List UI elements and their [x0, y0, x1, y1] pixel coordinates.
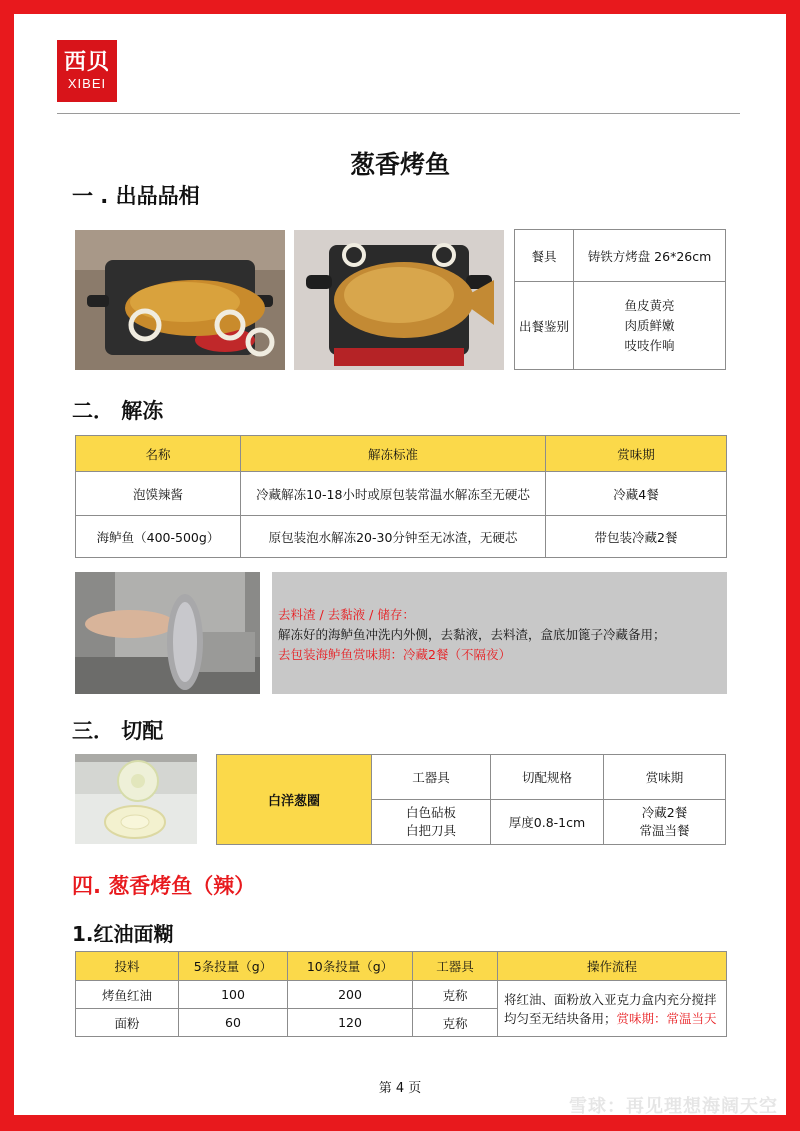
cutting-col-shelf: 赏味期 [604, 755, 726, 800]
table-row: 泡馍辣酱 冷藏解冻10-18小时或原包装常温水解冻至无硬芯 冷藏4餐 [76, 472, 727, 516]
plating-table [514, 229, 726, 370]
table-row: 面粉 60 120 克称 [76, 1009, 727, 1037]
serving-check-values: 鱼皮黄亮 肉质鲜嫩 吱吱作响 [574, 282, 726, 370]
section-1-heading: 一 . 出品品相 [72, 184, 200, 208]
cutting-col-spec: 切配规格 [491, 755, 604, 800]
batter-process: 将红油、面粉放入亚克力盒内充分搅拌均匀至无结块备用；赏味期：常温当天 [498, 981, 727, 1037]
batter-col-tools: 工器具 [413, 952, 498, 981]
tableware-label: 餐具 [515, 230, 574, 282]
header-divider [57, 113, 740, 114]
batter-col-ingredient: 投料 [76, 952, 179, 981]
section-4-heading: 四. 葱香烤鱼（辣） [72, 874, 256, 898]
serving-check-label: 出餐鉴别 [515, 282, 574, 370]
cutting-item: 白洋葱圈 [217, 755, 372, 845]
table-row: 海鲈鱼（400-500g） 原包装泡水解冻20-30分钟至无冰渣，无硬芯 带包装冷藏2餐 [76, 516, 727, 558]
thaw-note-line-1: 去料渣 / 去黏液 / 储存： [278, 607, 415, 622]
thaw-table [75, 435, 727, 558]
xibei-logo: 西贝 XIBEI [57, 40, 117, 102]
batter-table [75, 951, 727, 1037]
watermark: 雪球：再见理想海阔天空 [569, 1096, 778, 1117]
thaw-col-standard: 解冻标准 [241, 436, 546, 472]
section-2-heading: 二． 解冻 [72, 399, 164, 423]
batter-col-10: 10条投量（g） [288, 952, 413, 981]
fish-thaw-photo [75, 572, 260, 694]
thaw-col-shelf: 赏味期 [546, 436, 727, 472]
tableware-value: 铸铁方烤盘 26*26cm [574, 230, 726, 282]
section-4-subheading: 1.红油面糊 [72, 922, 174, 946]
page-number: 第 4 页 [378, 1081, 422, 1096]
thaw-col-name: 名称 [76, 436, 241, 472]
thaw-note-line-3: 去包装海鲈鱼赏味期：冷藏2餐（不隔夜） [278, 647, 511, 662]
table-row: 烤鱼红油 100 200 克称 将红油、面粉放入亚克力盒内充分搅拌均匀至无结块备用；赏味期：常温当天 [76, 981, 727, 1009]
page-title: 葱香烤鱼 [349, 150, 450, 179]
batter-col-5: 5条投量（g） [179, 952, 288, 981]
cutting-spec: 厚度0.8-1cm [491, 800, 604, 845]
fish-photo-2 [294, 230, 504, 370]
cutting-shelf: 冷藏2餐 常温当餐 [604, 800, 726, 845]
cutting-col-tools: 工器具 [372, 755, 491, 800]
onion-ring-photo [75, 754, 197, 844]
thaw-note-box [272, 572, 727, 694]
cutting-table [216, 754, 726, 845]
section-3-heading: 三． 切配 [72, 719, 164, 743]
batter-col-process: 操作流程 [498, 952, 727, 981]
cutting-tools: 白色砧板 白把刀具 [372, 800, 491, 845]
fish-photo-1 [75, 230, 285, 370]
thaw-note-line-2: 解冻好的海鲈鱼冲洗内外侧，去黏液，去料渣，盒底加篦子冷藏备用； [278, 627, 666, 642]
